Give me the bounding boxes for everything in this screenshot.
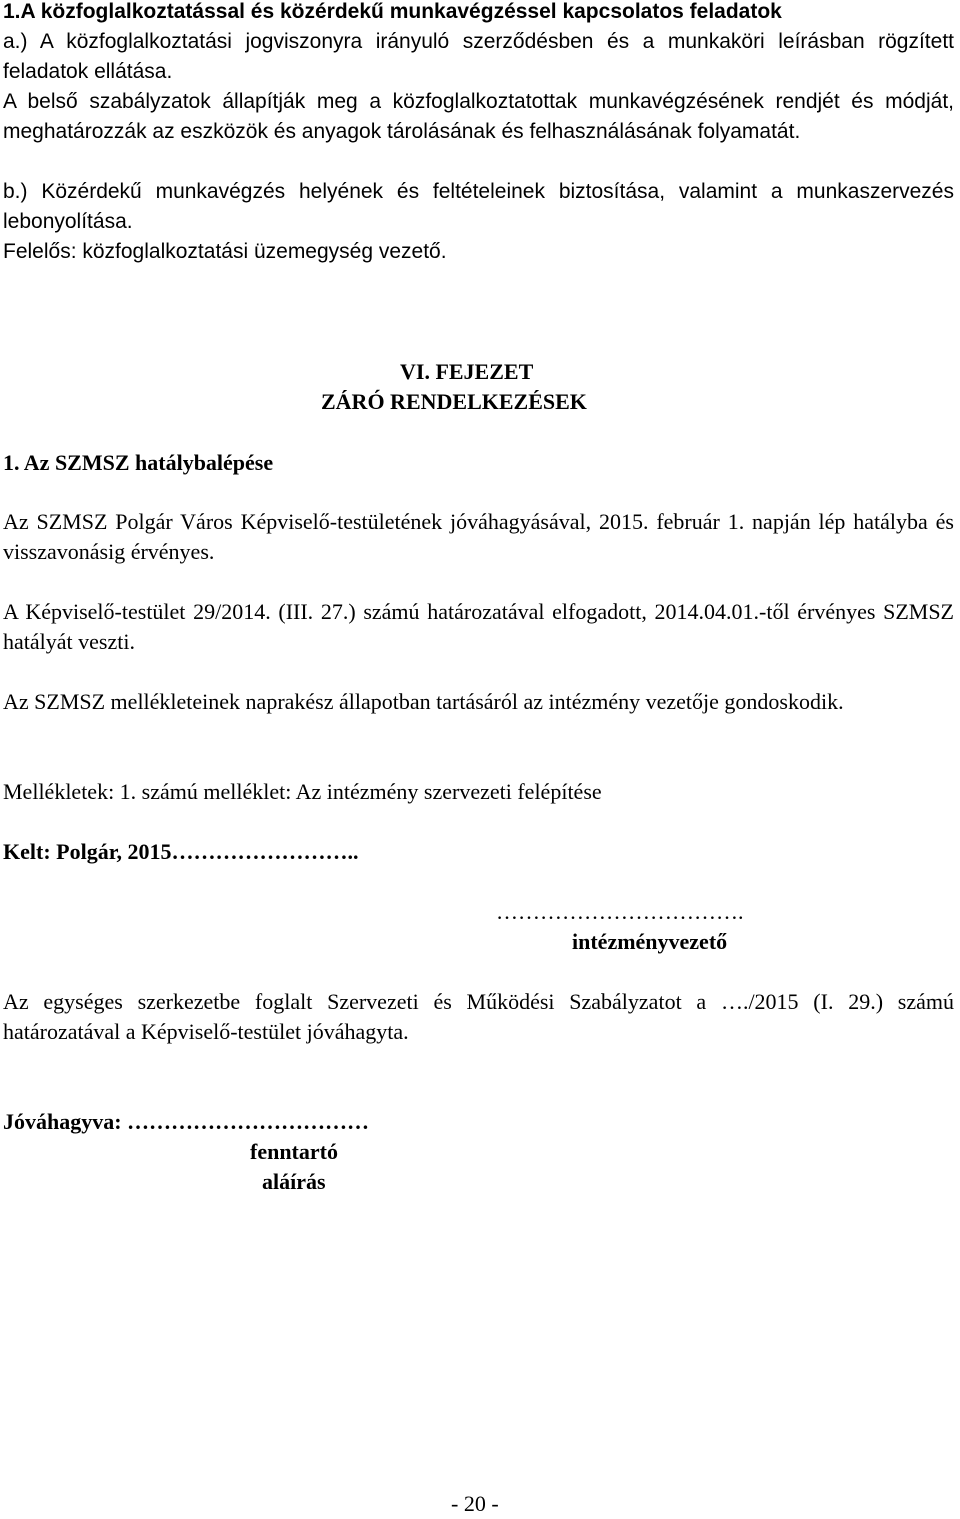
signature-role: intézményvezető xyxy=(572,929,728,954)
paragraph-previous-szmsz: A Képviselő-testület 29/2014. (III. 27.) számú határozatával elfogadott, 2014.04.01.-től érvényes SZMSZ hatályát veszti. xyxy=(3,599,954,654)
subsection-heading: 1. Az SZMSZ hatálybalépése xyxy=(3,450,274,475)
paragraph-annex-maintenance: Az SZMSZ mellékleteinek naprakész állapotban tartásáról az intézmény vezetője gondoskodik. xyxy=(3,689,844,714)
approval-owner: fenntartó xyxy=(250,1139,338,1164)
dated-line: Kelt: Polgár, 2015…………………….. xyxy=(3,839,359,864)
responsible-line: Felelős: közfoglalkoztatási üzemegység vezető. xyxy=(3,240,447,263)
page-number: - 20 - xyxy=(451,1491,499,1516)
chapter-title: ZÁRÓ RENDELKEZÉSEK xyxy=(321,389,587,414)
section-heading: 1.A közfoglalkoztatással és közérdekű munkavégzéssel kapcsolatos feladatok xyxy=(3,0,782,23)
paragraph-internal-rules: A belső szabályzatok állapítják meg a közfoglalkoztatottak munkavégzésének rendjét és módját, meghatározzák az eszközök és anyagok tárolásának és felhasználásának folyamatát. xyxy=(3,90,954,143)
signature-dots: ……………………………. xyxy=(496,899,744,924)
paragraph-b: b.) Közérdekű munkavégzés helyének és feltételeinek biztosítása, valamint a munkaszervezés lebonyolítása. xyxy=(3,180,954,233)
approval-signature: aláírás xyxy=(262,1169,326,1194)
chapter-number: VI. FEJEZET xyxy=(400,359,534,384)
paragraph-approval-note: Az egységes szerkezetbe foglalt Szervezeti és Működési Szabályzatot a …./2015 (I. 29.) számú határozatával a Képviselő-testület jóváhagyta. xyxy=(3,989,954,1044)
approval-label: Jóváhagyva: …………………………… xyxy=(3,1109,370,1134)
paragraph-effective-date: Az SZMSZ Polgár Város Képviselő-testületének jóváhagyásával, 2015. február 1. napján lép hatályba és visszavonásig érvényes. xyxy=(3,509,954,564)
paragraph-a: a.) A közfoglalkoztatási jogviszonyra irányuló szerződésben és a munkaköri leírásban rögzített feladatok ellátása. xyxy=(3,30,954,83)
annexes-line: Mellékletek: 1. számú melléklet: Az intézmény szervezeti felépítése xyxy=(3,779,602,804)
